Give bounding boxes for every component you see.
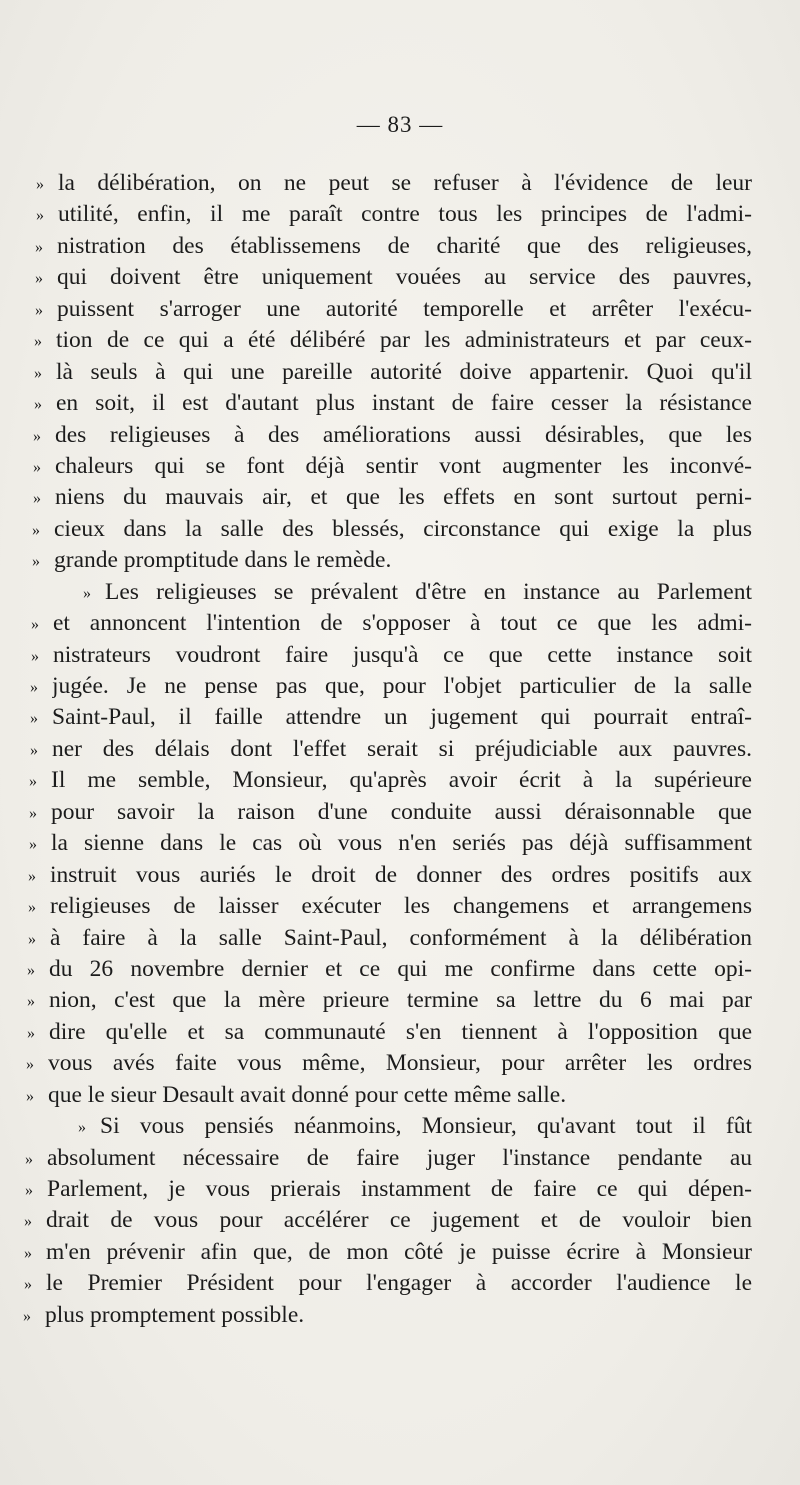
text-line xyxy=(0,702,800,733)
quote-mark: » xyxy=(34,396,41,414)
quote-mark: » xyxy=(26,1056,33,1074)
text-line xyxy=(0,294,800,325)
text-line xyxy=(0,1300,800,1331)
text-line xyxy=(0,1080,800,1111)
quote-mark: » xyxy=(36,176,43,193)
text-line xyxy=(0,797,800,828)
line-text: utilité, enfin, il me paraît contre tous les principes de l'admi- xyxy=(58,201,752,228)
line-text: religieuses de laisser exécuter les changemens et arrangemens xyxy=(50,893,752,920)
quote-mark: » xyxy=(29,836,36,854)
quote-mark: » xyxy=(26,1087,33,1105)
text-line xyxy=(0,231,800,262)
line-text: qui doivent être uniquement vouées au service des pauvres, xyxy=(57,264,752,291)
line-text: puissent s'arroger une autorité temporelle et arrêter l'exécu- xyxy=(57,295,752,322)
line-text: grande promptitude dans le remède. xyxy=(54,547,392,574)
quote-mark: » xyxy=(83,584,90,602)
text-line xyxy=(0,671,800,702)
line-text: absolument nécessaire de faire juger l'instance pendante au xyxy=(47,1144,752,1171)
text-line xyxy=(0,357,800,388)
quote-mark: » xyxy=(24,1244,31,1262)
line-text: vous avés faite vous même, Monsieur, pour arrêter les ordres xyxy=(48,1050,752,1077)
quote-mark: » xyxy=(28,930,35,948)
line-text: et annoncent l'intention de s'opposer à tout ce que les admi- xyxy=(53,610,752,637)
line-text: pour savoir la raison d'une conduite aussi déraisonnable que xyxy=(51,798,752,825)
line-text: jugée. Je ne pense pas que, pour l'objet particulier de la salle xyxy=(52,673,752,699)
text-line xyxy=(0,1017,800,1048)
text-line xyxy=(0,954,800,985)
line-text: plus promptement possible. xyxy=(45,1301,305,1328)
line-text: nistrateurs voudront faire jusqu'à ce que cette instance soit xyxy=(53,641,752,668)
text-line xyxy=(0,1048,800,1079)
line-text: du 26 novembre dernier et ce qui me confirme dans cette opi- xyxy=(49,955,752,982)
text-line xyxy=(0,420,800,451)
quote-mark: » xyxy=(33,458,40,476)
quote-mark: » xyxy=(30,741,37,759)
quote-mark: » xyxy=(78,1119,85,1137)
line-text: à faire à la salle Saint-Paul, conformément à la délibération xyxy=(50,924,752,951)
quote-mark: » xyxy=(32,521,39,539)
quote-mark: » xyxy=(27,1024,34,1042)
line-text: instruit vous auriés le droit de donner des ordres positifs aux xyxy=(50,861,752,888)
quote-mark: » xyxy=(25,1182,32,1199)
text-line xyxy=(0,199,800,230)
line-text: nion, c'est que la mère prieure termine sa lettre du 6 mai par xyxy=(49,987,752,1014)
quote-mark: » xyxy=(30,710,37,728)
line-text: ner des délais dont l'effet serait si préjudiciable aux pauvres. xyxy=(52,735,752,762)
text-line xyxy=(0,1268,800,1299)
text-line xyxy=(0,765,800,796)
quote-mark: » xyxy=(29,804,36,822)
text-line xyxy=(0,1111,800,1142)
line-text: chaleurs qui se font déjà sentir vont augmenter les inconvé- xyxy=(55,452,752,479)
text-line xyxy=(0,388,800,419)
text-line xyxy=(0,1237,800,1268)
quote-mark: » xyxy=(27,993,34,1011)
text-line xyxy=(0,860,800,891)
quote-mark: » xyxy=(31,647,38,665)
quote-mark: » xyxy=(27,961,34,979)
quote-mark: » xyxy=(36,207,43,225)
line-text: des religieuses à des améliorations aussi désirables, que les xyxy=(55,421,752,448)
line-text: le Premier Président pour l'engager à accorder l'audience le xyxy=(46,1270,752,1297)
line-text: niens du mauvais air, et que les effets en sont surtout perni- xyxy=(55,484,752,511)
line-text: que le sieur Desault avait donné pour cette même salle. xyxy=(48,1081,567,1108)
quote-mark: » xyxy=(31,616,38,634)
quote-mark: » xyxy=(29,773,36,791)
quote-mark: » xyxy=(33,490,40,508)
text-line xyxy=(0,891,800,922)
text-line xyxy=(0,1143,800,1174)
line-text: tion de ce qui a été délibéré par les administrateurs et par ceux- xyxy=(56,327,752,354)
quote-mark: » xyxy=(30,679,37,696)
text-line xyxy=(0,608,800,639)
quote-mark: » xyxy=(28,867,35,885)
text-line xyxy=(0,985,800,1016)
text-line xyxy=(0,514,800,545)
quote-mark: » xyxy=(33,427,40,445)
line-text: drait de vous pour accélérer ce jugement et de vouloir bien xyxy=(46,1207,752,1234)
text-line xyxy=(0,828,800,859)
quote-mark: » xyxy=(24,1276,31,1294)
line-text: Les religieuses se prévalent d'être en instance au Parlement xyxy=(105,578,752,605)
line-text: nistration des établissemens de charité que des religieuses, xyxy=(57,232,752,259)
line-text: la sienne dans le cas où vous n'en seriés pas déjà suffisamment xyxy=(51,830,752,857)
text-line xyxy=(0,640,800,671)
line-text: m'en prévenir afin que, de mon côté je puisse écrire à Monsieur xyxy=(46,1238,752,1265)
line-text: en soit, il est d'autant plus instant de faire cesser la résistance xyxy=(56,390,752,417)
quote-mark: » xyxy=(35,238,42,256)
quote-mark: » xyxy=(25,1150,32,1168)
quote-mark: » xyxy=(32,553,39,571)
quote-mark: » xyxy=(35,301,42,319)
quote-mark: » xyxy=(35,270,42,288)
quote-mark: » xyxy=(28,899,35,917)
text-line xyxy=(0,1205,800,1236)
page-number: — 83 — xyxy=(356,112,444,137)
line-text: Si vous pensiés néanmoins, Monsieur, qu'avant tout il fût xyxy=(100,1113,752,1140)
quote-mark: » xyxy=(24,1213,31,1231)
quote-mark: » xyxy=(23,1307,30,1325)
text-line xyxy=(0,577,800,608)
text-line xyxy=(0,325,800,356)
body-text xyxy=(0,168,800,1331)
line-text: Parlement, je vous prierais instamment de faire ce qui dépen- xyxy=(47,1176,752,1202)
line-text: Saint-Paul, il faille attendre un jugement qui pourrait entraî- xyxy=(52,704,752,731)
text-line xyxy=(0,1174,800,1205)
text-line xyxy=(0,482,800,513)
line-text: cieux dans la salle des blessés, circonstance qui exige la plus xyxy=(54,515,752,542)
line-text: la délibération, on ne peut se refuser à l'évidence de leur xyxy=(58,170,752,196)
line-text: là seuls à qui une pareille autorité doive appartenir. Quoi qu'il xyxy=(56,358,752,385)
text-line xyxy=(0,545,800,576)
line-text: Il me semble, Monsieur, qu'après avoir écrit à la supérieure xyxy=(51,767,752,794)
line-text: dire qu'elle et sa communauté s'en tiennent à l'opposition que xyxy=(49,1018,752,1045)
quote-mark: » xyxy=(34,333,41,351)
quote-mark: » xyxy=(34,364,41,382)
text-line xyxy=(0,734,800,765)
text-line xyxy=(0,262,800,293)
text-line xyxy=(0,168,800,199)
text-line xyxy=(0,923,800,954)
text-line xyxy=(0,451,800,482)
